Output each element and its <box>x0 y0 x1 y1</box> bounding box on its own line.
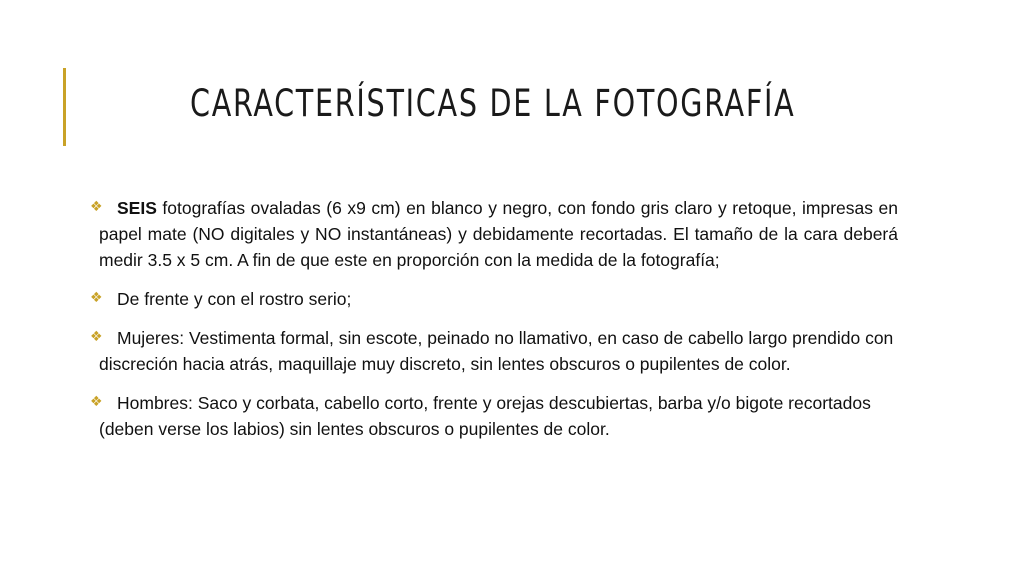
bullet-item-hombres <box>92 390 898 442</box>
bullet-list <box>92 195 898 455</box>
bullet-item-seis <box>92 195 898 273</box>
diamond-cluster-icon: ❖ <box>90 329 103 345</box>
bullet-lead: SEIS <box>117 198 157 218</box>
diamond-cluster-icon: ❖ <box>90 199 103 215</box>
diamond-cluster-icon: ❖ <box>90 290 103 306</box>
bullet-text: Mujeres: Vestimenta formal, sin escote, peinado no llamativo, en caso de cabello largo prendido con discreción hacia atrás, maquillaje muy discreto, sin lentes obscuros o pupilentes de color. <box>99 328 894 374</box>
bullet-item-mujeres <box>92 325 898 377</box>
title-accent-bar <box>63 68 66 146</box>
diamond-cluster-icon: ❖ <box>90 394 103 410</box>
bullet-item-frente <box>92 286 898 312</box>
bullet-text: De frente y con el rostro serio; <box>117 289 352 309</box>
bullet-text: Hombres: Saco y corbata, cabello corto, frente y orejas descubiertas, barba y/o bigote recortados (deben verse los labios) sin lentes obscuros o pupilentes de color. <box>99 393 871 439</box>
bullet-text: fotografías ovaladas (6 x9 cm) en blanco y negro, con fondo gris claro y retoque, impresas en papel mate (NO digitales y NO instantáneas) y debidamente recortadas. El tamaño de la cara deberá medir 3.5 x 5 cm. A fin de que este en proporción con la medida de la fotografía; <box>99 198 898 270</box>
slide-title: CARACTERÍSTICAS DE LA FOTOGRAFÍA <box>190 82 796 125</box>
